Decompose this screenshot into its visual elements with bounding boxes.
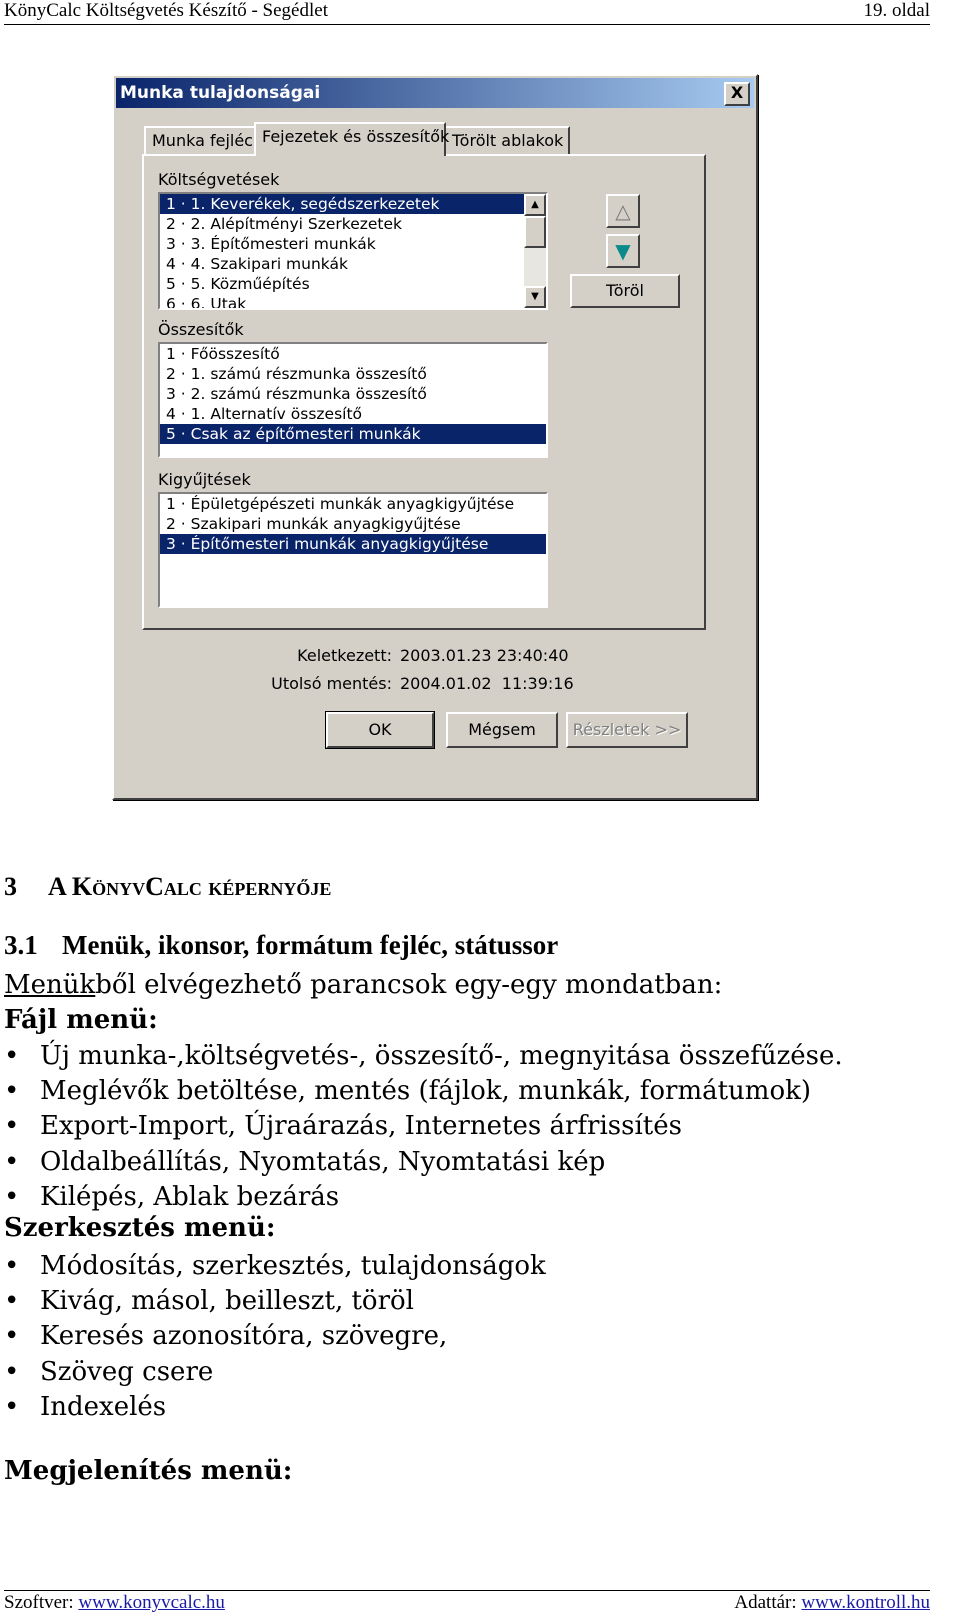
page-header bbox=[4, 0, 930, 25]
budgets-listbox[interactable] bbox=[158, 192, 548, 310]
list-item: • Kilépés, Ablak bezárás bbox=[0, 1180, 843, 1215]
intro-paragraph bbox=[4, 970, 722, 1000]
section-title-part: alc képernyője bbox=[163, 872, 332, 901]
list-item[interactable]: 6 · 6. Utak bbox=[166, 295, 247, 310]
list-item[interactable]: 4 · 1. Alternatív összesítő bbox=[166, 405, 363, 423]
data-credit bbox=[734, 1591, 930, 1615]
cancel-button[interactable]: Mégsem bbox=[446, 712, 558, 748]
properties-dialog bbox=[112, 74, 758, 800]
intro-rest: ből elvégezhető parancsok egy-egy mondatban: bbox=[95, 970, 723, 1000]
scroll-down-icon[interactable]: ▼ bbox=[524, 286, 546, 308]
file-menu-list bbox=[0, 1039, 843, 1215]
move-down-icon[interactable]: ▼ bbox=[606, 234, 640, 268]
extracts-listbox[interactable] bbox=[158, 492, 548, 608]
intro-underlined: Menük bbox=[4, 970, 96, 1000]
edit-menu-heading: Szerkesztés menü: bbox=[4, 1213, 276, 1243]
section-title-part: A bbox=[48, 872, 72, 901]
page-number: 19. oldal bbox=[863, 0, 930, 21]
section-title-part: önyv bbox=[92, 872, 146, 901]
data-label: Adattár: bbox=[734, 1592, 797, 1613]
list-item[interactable]: 2 · 1. számú részmunka összesítő bbox=[166, 365, 427, 383]
software-link[interactable]: www.konyvcalc.hu bbox=[78, 1592, 225, 1613]
close-icon[interactable]: X bbox=[724, 82, 750, 106]
move-up-icon[interactable]: △ bbox=[606, 194, 640, 228]
list-item[interactable]: 1 · 1. Keverékek, segédszerkezetek bbox=[160, 194, 546, 214]
list-item: • Új munka-,költségvetés-, összesítő-, megnyitása összefűzése. bbox=[0, 1039, 843, 1074]
dialog-title: Munka tulajdonságai bbox=[120, 83, 321, 103]
saved-label: Utolsó mentés: bbox=[271, 674, 392, 693]
edit-menu-list bbox=[0, 1249, 546, 1425]
list-item[interactable]: 5 · 5. Közműépítés bbox=[166, 275, 310, 293]
tab-work-header[interactable]: Munka fejléc bbox=[144, 126, 258, 154]
data-link[interactable]: www.kontroll.hu bbox=[801, 1592, 930, 1613]
list-item[interactable]: 2 · 2. Alépítményi Szerkezetek bbox=[166, 215, 402, 233]
list-item[interactable]: 3 · 3. Építőmesteri munkák bbox=[166, 235, 376, 253]
software-credit bbox=[4, 1591, 225, 1615]
tab-deleted-windows[interactable]: Törölt ablakok bbox=[444, 126, 570, 154]
scroll-thumb[interactable] bbox=[524, 216, 546, 248]
list-item: • Indexelés bbox=[0, 1390, 546, 1425]
dialog-titlebar bbox=[116, 78, 754, 108]
tab-chapters-summaries[interactable]: Fejezetek és összesítők bbox=[254, 122, 446, 156]
list-item: • Oldalbeállítás, Nyomtatás, Nyomtatási kép bbox=[0, 1145, 843, 1180]
list-item[interactable]: 3 · 2. számú részmunka összesítő bbox=[166, 385, 427, 403]
saved-value: 2004.01.02 11:39:16 bbox=[400, 674, 574, 693]
list-item: • Export-Import, Újraárazás, Internetes árfrissítés bbox=[0, 1109, 843, 1144]
ok-button[interactable]: OK bbox=[326, 712, 434, 748]
list-item: • Meglévők betöltése, mentés (fájlok, munkák, formátumok) bbox=[0, 1074, 843, 1109]
view-menu-heading: Megjelenítés menü: bbox=[4, 1456, 293, 1486]
section-title-part: C bbox=[145, 872, 164, 901]
subsection-number: 3.1 bbox=[4, 930, 38, 960]
subsection-title: Menük, ikonsor, formátum fejléc, státussor bbox=[62, 930, 559, 960]
list-item[interactable]: 5 · Csak az építőmesteri munkák bbox=[160, 424, 546, 444]
delete-button[interactable]: Töröl bbox=[570, 274, 680, 308]
list-item: • Keresés azonosítóra, szövegre, bbox=[0, 1319, 546, 1354]
budgets-scrollbar[interactable] bbox=[524, 194, 546, 308]
list-item: • Kivág, másol, beilleszt, töröl bbox=[0, 1284, 546, 1319]
list-item[interactable]: 2 · Szakipari munkák anyagkigyűjtése bbox=[166, 515, 461, 533]
summaries-listbox[interactable] bbox=[158, 342, 548, 458]
page-footer bbox=[4, 1590, 930, 1617]
summaries-label: Összesítők bbox=[158, 320, 244, 339]
list-item[interactable]: 1 · Épületgépészeti munkák anyagkigyűjtése bbox=[166, 495, 515, 513]
list-item[interactable]: 1 · Főösszesítő bbox=[166, 345, 280, 363]
document-title: KönyCalc Költségvetés Készítő - Segédlet bbox=[4, 0, 328, 21]
extracts-label: Kigyűjtések bbox=[158, 470, 251, 489]
section-number: 3 bbox=[4, 872, 17, 901]
list-item[interactable]: 4 · 4. Szakipari munkák bbox=[166, 255, 348, 273]
list-item: • Módosítás, szerkesztés, tulajdonságok bbox=[0, 1249, 546, 1284]
created-value: 2003.01.23 23:40:40 bbox=[400, 646, 569, 665]
list-item[interactable]: 3 · Építőmesteri munkák anyagkigyűjtése bbox=[160, 534, 546, 554]
list-item: • Szöveg csere bbox=[0, 1355, 546, 1390]
software-label: Szoftver: bbox=[4, 1592, 74, 1613]
file-menu-heading: Fájl menü: bbox=[4, 1005, 158, 1035]
subsection-heading bbox=[4, 930, 558, 961]
section-heading bbox=[4, 872, 331, 902]
created-label: Keletkezett: bbox=[297, 646, 392, 665]
section-title-part: K bbox=[71, 872, 93, 901]
budgets-label: Költségvetések bbox=[158, 170, 280, 189]
scroll-up-icon[interactable]: ▲ bbox=[524, 194, 546, 216]
details-button[interactable]: Részletek >> bbox=[566, 712, 688, 748]
